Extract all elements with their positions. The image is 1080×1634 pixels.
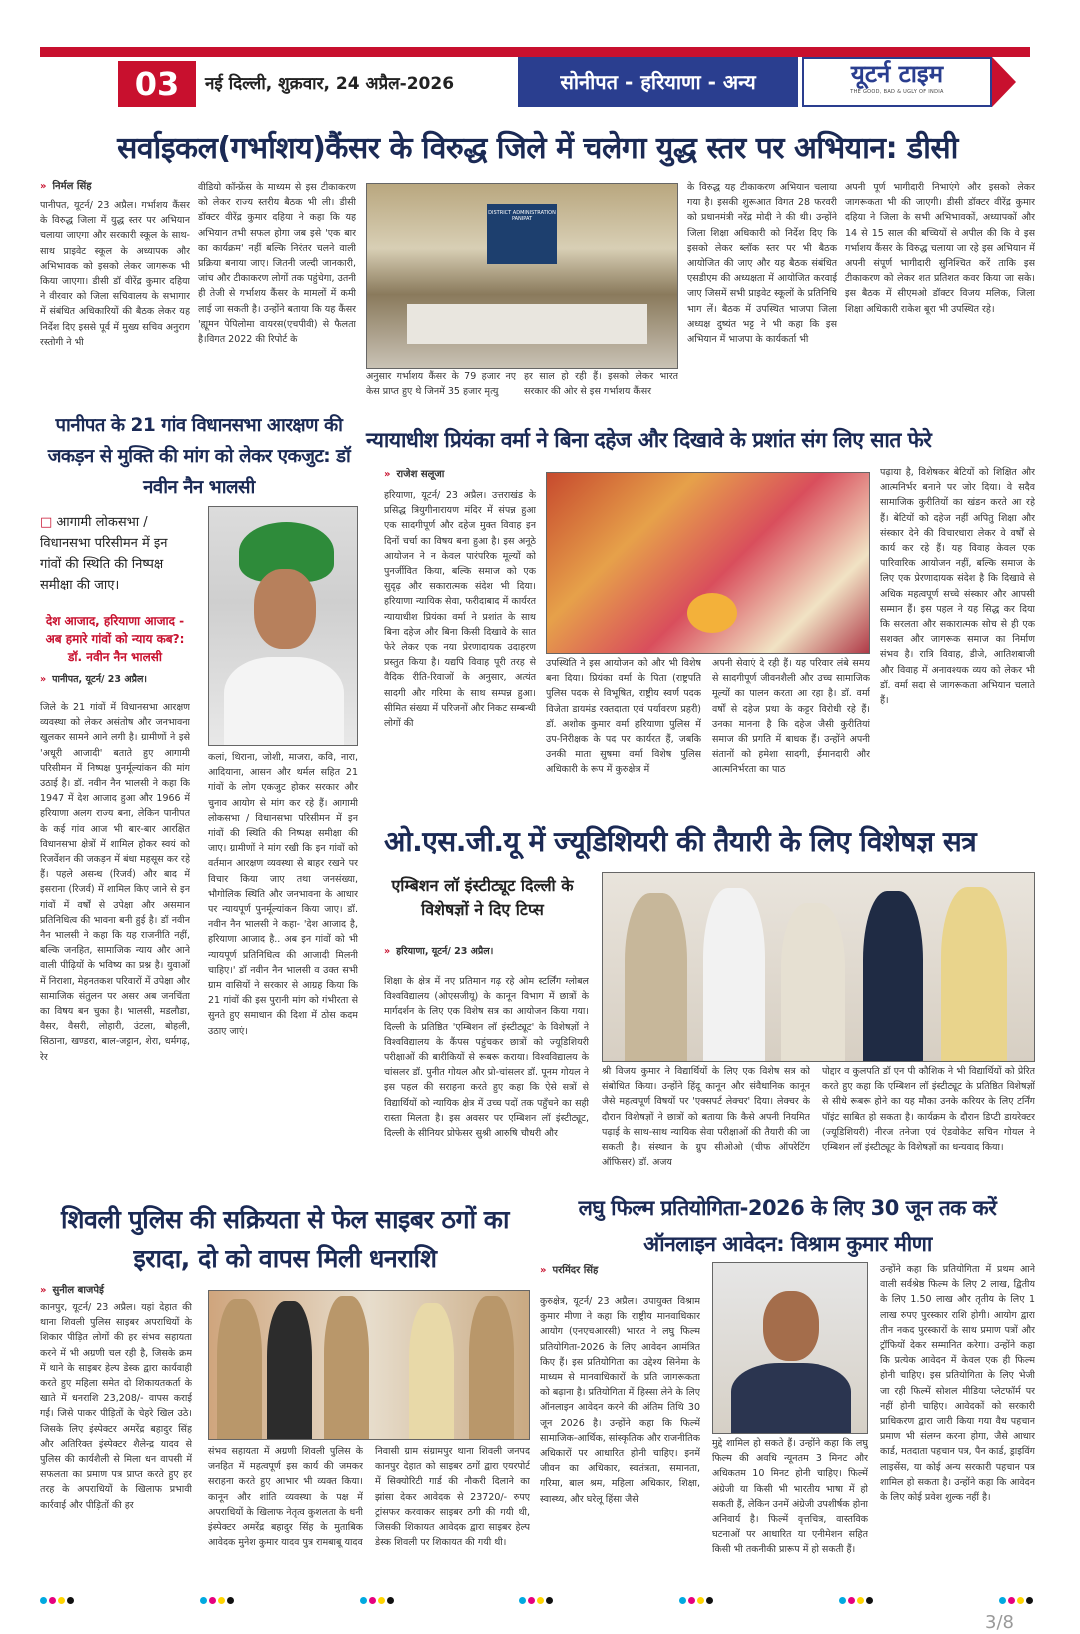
story5-byline: » सुनील बाजपेई [40,1285,104,1296]
officer-left [217,1299,262,1440]
kicker-square-icon: □ [40,515,57,530]
officer-right [469,1296,514,1440]
person-1 [625,893,687,1062]
story3-wedding-photo [546,472,870,654]
story3-col3: अपनी सेवाएं दे रही हैं। यह परिवार लंबे समय से सादगीपूर्ण जीवनशैली और उच्च सामाजिक मूल्यों का पालन करता आ रहा है। डॉ. वर्मा वर्षों से दहेज प्रथा के कट्टर विरोधी रहे हैं। उनका मानना है कि दहेज जैसी कुरीतियां समाज की प्रगति में बाधक हैं। उन्होंने अपनी संतानों को हमेशा सादगी, ईमानदारी और आत्मनिर्भरता का पाठ [712,658,870,776]
story6-col2: मुद्दे शामिल हो सकते हैं। उन्होंने कहा कि लघु फिल्म की अवधि न्यूनतम 3 मिनट और अधिकतम 10 मिनट होनी चाहिए। फिल्में अंग्रेजी या किसी भी भारतीय भाषा में हो सकती हैं, लेकिन उनमें अंग्रेजी उपशीर्षक होना अनिवार्य है। फिल्में वृत्तचित्र, वास्तविक घटनाओं पर आधारित या एनीमेशन सहित किसी भी तकनीकी प्रारूप में हो सकती हैं। [712,1438,868,1556]
color-mark-group [360,1596,396,1607]
story6-headline: लघु फिल्म प्रतियोगिता-2026 के लिए 30 जून तक करें ऑनलाइन आवेदन: विश्राम कुमार मीणा [578,1196,997,1256]
story5-col2: संभव सहायता में अग्रणी शिवली पुलिस के जनहित में महत्वपूर्ण इस कार्य की जमकर सराहना करते हुए आभार भी व्यक्त किया। कानून और शांति व्यवस्था के पक्ष में अपराधियों के खिलाफ नेतृत्व कुशलता के धनी इंस्पेक्टर अमरेंद्र बहादुर सिंह के मुताबिक आवेदक मुनेश कुमार यादव पुत्र रामबाबू यादव [208,1446,363,1549]
story4-col3: पोद्दार व कुलपति डॉ एन पी कौशिक ने भी विद्यार्थियों को प्रेरित करते हुए कहा कि एम्बिशन लॉ इंस्टीट्यूट के प्रतिष्ठित विशेषज्ञों से सीधे रूबरू होने का यह मौका उनके करियर के लिए टर्निंग पॉइंट साबित हो सकता है। कार्यक्रम के दौरान डिप्टी डायरेक्टर (ज्यूडिशियरी) नीरज तनेजा एवं ऐडवोकेट सचिन गोयल ने एम्बिशन लॉ इंस्टीट्यूट के विशेषज्ञों का धन्यवाद किया। [822,1066,1035,1154]
story3-col2: उपस्थिति ने इस आयोजन को और भी विशेष बना दिया। प्रियंका वर्मा के पिता (राष्ट्रपति पुलिस पदक से विभूषित, राष्ट्रीय स्वर्ण पदक विजेता डायमंड रक्तदाता एवं पर्यावरण प्रहरी) डॉ. अशोक कुमार वर्मा हरियाणा पुलिस में उप-निरीक्षक के पद पर कार्यरत हैं, जबकि उनकी माता सुषमा वर्मा विशेष पुलिस अधिकारी के रूप में कुरुक्षेत्र में [546,658,701,776]
story4-subhead: एम्बिशन लॉ इंस्टीट्यूट दिल्ली के विशेषज्ञों ने दिए टिप्स [391,876,574,919]
officer-mid [324,1296,369,1440]
brand-tagline: THE GOOD, BAD & UGLY OF INDIA [850,89,944,95]
portrait-shirt [224,657,344,746]
color-mark-group [200,1596,236,1607]
footer-color-marks [40,1596,1035,1607]
color-mark-group [679,1596,715,1607]
story2-portrait-photo [208,506,358,746]
story6-portrait-photo [712,1262,868,1434]
person-5 [941,887,1007,1062]
story1-col2: वीडियो कॉन्फ्रेंस के माध्यम से इस टीकाकरण को लेकर राज्य स्तरीय बैठक भी ली। डीसी डॉक्टर वीरेंद्र कुमार दहिया ने कहा कि यह अभियान तभी सफल होगा जब इसे 'एक बार का कार्यक्रम' नहीं बल्कि निरंतर चलने वाली प्रक्रिया बनाया जाए। जितनी जल्दी जानकारी, जांच और टीकाकरण लोगों तक पहुंचेगा, उतनी ही तेजी से गर्भाशय कैंसर के मामलों में कमी लाई जा सकती है। उन्होंने बताया कि यह कैंसर 'ह्यूमन पेपिलोमा वायरस(एचपीवी) से फैलता है।विगत 2022 की रिपोर्ट के [198,182,356,346]
story2-kicker: □ आगामी लोकसभा / विधानसभा परिसीमन में इन गांवों की स्थिति की निष्पक्ष समीक्षा की जाए। [40,515,168,593]
story6-col1: कुरुक्षेत्र, यूटर्न/ 23 अप्रैल। उपायुक्त विश्राम कुमार मीणा ने कहा कि राष्ट्रीय मानवाधिकार आयोग (एनएचआरसी) भारत ने लघु फिल्म प्रतियोगिता-2026 के लिए आवेदन आमंत्रित किए हैं। इस प्रतियोगिता का उद्देश्य सिनेमा के माध्यम से मानवाधिकारों के प्रति जागरूकता को बढ़ाना है। प्रतियोगिता में हिस्सा लेने के लिए ऑनलाइन आवेदन करने की अंतिम तिथि 30 जून 2026 है। उन्होंने कहा कि फिल्में सामाजिक-आर्थिक, सांस्कृतिक और राजनीतिक अधिकारों पर आधारित होनी चाहिए। इनमें जीवन का अधिकार, स्वतंत्रता, समानता, गरिमा, बाल श्रम, महिला अधिकार, शिक्षा, स्वास्थ्य, और घरेलू हिंसा जैसे [540,1296,700,1505]
story2-col1: जिले के 21 गांवों में विधानसभा आरक्षण व्यवस्था को लेकर असंतोष और जनभावना खुलकर सामने आने लगी है। ग्रामीणों ने इसे 'अधूरी आजादी' बताते हुए आगामी परिसीमन में निष्पक्ष पुनर्मूल्यांकन की मांग उठाई है। डॉ. नवीन नैन भालसी ने कहा कि 1947 में देश आजाद हुआ और 1966 में हरियाणा अलग राज्य बना, लेकिन पानीपत के कई गांव आज भी बार-बार आरक्षित विधानसभा क्षेत्रों में शामिल होकर स्वयं को रिजर्वेशन की जकड़न में बंधा महसूस कर रहे हैं। पहले असन्ध (रिजर्व) और बाद में इसराना (रिजर्व) में शामिल किए जाने से इन गांवों में वर्षों से उपेक्षा और असमान प्रतिनिधित्व की भावना बनी हुई है। डॉ नवीन नैन भालसी ने कहा कि यह राजनीति नहीं, बल्कि जनहित, सामाजिक न्याय और आने वाली पीढ़ियों के भविष्य का प्रश्न है। युवाओं में निराशा, मेहनतकश परिवारों में उपेक्षा और सामाजिक संतुलन पर असर अब जनचिंता का विषय बन चुका है। भालसी, मडलौडा, वैसर, वैसरी, लोहारी, उंटला, बोहली, सिठाना, खण्डरा, बाल-जट्टान, शेरा, धर्मगढ़, रेर [40,702,190,1063]
color-mark-group [519,1596,555,1607]
story6-col3: उन्होंने कहा कि प्रतियोगिता में प्रथम आने वाली सर्वश्रेष्ठ फिल्म के लिए 2 लाख, द्वितीय के लिए 1.50 लाख और तृतीय के लिए 1 लाख रुपए पुरस्कार राशि होगी। आयोग द्वारा तीन नकद पुरस्कारों के साथ प्रमाण पत्रों और ट्रॉफियों देकर सम्मानित करेगा। उन्होंने कहा कि प्रत्येक आवेदन में केवल एक ही फिल्म होनी चाहिए। इस प्रतियोगिता के लिए भेजी जा रही फिल्में सोशल मीडिया प्लेटफॉर्म पर नहीं होनी चाहिए। आवेदकों को सरकारी प्राधिकरण द्वारा जारी किया गया वैध पहचान प्रमाण भी संलग्न करना होगा, जैसे आधार कार्ड, मतदाता पहचान पत्र, पैन कार्ड, ड्राइविंग लाइसेंस, या कोई अन्य सरकारी पहचान पत्र शामिल हो सकता है। उन्होंने कहा कि आवेदन के लिए कोई प्रवेश शुल्क नहीं है। [880,1264,1035,1504]
official-face [763,1291,819,1361]
story2-quote: देश आजाद, हरियाणा आजाद - अब हमारे गांवों को न्याय कब?: डॉ. नवीन नैन भालसी [45,614,185,664]
official-suit [731,1363,851,1434]
citizen-left [267,1301,312,1440]
story2-byline: » पानीपत, यूटर्न/ 23 अप्रैल। [40,674,148,685]
story4-byline: » हरियाणा, यूटर्न/ 23 अप्रैल। [384,946,494,957]
admin-banner: DISTRICT ADMINISTRATION PANIPAT [487,204,557,264]
story5-headline: शिवली पुलिस की सक्रियता से फेल साइबर ठगों का इरादा, दो को वापस मिली धनराशि [61,1205,509,1273]
story3-byline: » राजेश सलूजा [384,469,445,480]
section-banner: सोनीपत - हरियाणा - अन्य [518,57,798,107]
citizen-right [409,1303,454,1440]
story3-col4: पढ़ाया है, विशेषकर बेटियों को शिक्षित और आत्मनिर्भर बनाने पर जोर दिया। वे सदैव सामाजिक कुरीतियों का खंडन करते आ रहे हैं। बेटियों को दहेज नहीं अपितु शिक्षा और संस्कार देने की विचारधारा लेकर वे वर्षों से कार्य कर रहे हैं। यह विवाह केवल एक पारिवारिक आयोजन नहीं, बल्कि समाज के लिए एक प्रेरणादायक संदेश है कि दिखावे से अधिक महत्वपूर्ण सच्चे संस्कार और आपसी सम्मान हैं। इस पहल ने यह सिद्ध कर दिया कि सरलता और सकारात्मक सोच से ही एक सशक्त और जागरूक समाज का निर्माण संभव है। रात्रि विवाह, डीजे, आतिशबाजी और विवाह में अनावश्यक व्यय को लेकर भी डॉ. वर्मा सदा से जागरूकता अभियान चलाते हैं। [880,467,1035,707]
meeting-table [407,304,647,344]
story5-col3: निवासी ग्राम संग्रामपुर थाना शिवली जनपद कानपुर देहात को साइबर ठगों द्वारा एयरपोर्ट में सिक्योरिटी गार्ड की नौकरी दिलाने का झांसा देकर आवेदक से 23720/- रुपए ट्रांसफर करवाकर साइबर ठगी की गयी थी, जिसकी शिकायत आवेदक द्वारा साइबर हेल्प डेस्क शिवली पर शिकायत की गयी थी। [375,1446,530,1549]
person-4 [863,891,923,1062]
story1-col5: के विरुद्ध यह टीकाकरण अभियान चलाया गया है। इसकी शुरूआत विगत 28 फरवरी को प्रधानमंत्री नरेंद्र मोदी ने की थी। उन्होंने जिला शिक्षा अधिकारी को निर्देश दिए कि इसको लेकर ब्लॉक स्तर पर भी बैठक आयोजित की जाए और यह बैठक संबंधित एसडीएम की अध्यक्षता में आयोजित करवाई जाए जिसमें सभी प्राइवेट स्कूलों के प्रतिनिधि भाग लें। बैठक में उपस्थित भाजपा जिला अध्यक्ष दुष्यंत भट्ट ने भी कहा कि इस अभियान में भाजपा के कार्यकर्ता भी [687,182,837,346]
color-mark-group [999,1596,1035,1607]
story4-col2: श्री विजय कुमार ने विद्यार्थियों के लिए एक विशेष सत्र को संबोधित किया। उन्होंने हिंदू कानून और संवैधानिक कानून जैसे महत्वपूर्ण विषयों पर 'एक्सपर्ट लेक्चर' दिया। लेक्चर के दौरान विशेषज्ञों ने छात्रों को बताया कि कैसे अपनी नियमित पढ़ाई के साथ-साथ न्यायिक सेवा परीक्षाओं की तैयारी की जा सकती है। संस्थान के ग्रुप सीओओ (चीफ ऑपरेटिंग ऑफिसर) डॉ. अजय [602,1066,810,1169]
story4-group-photo [602,872,1035,1062]
page-number-box: 03 [118,61,196,107]
story1-col6: अपनी पूर्ण भागीदारी निभाएंगे और इसको लेकर जागरूकता भी की जाएगी। डीसी डॉक्टर वीरेंद्र कुमार दहिया ने जिला के सभी अभिभावकों, अध्यापकों और 14 से 15 साल की बच्चियों से अपील की कि वे इस गर्भाशय कैंसर के विरुद्ध चलाया जा रहे इस अभियान में अपनी संपूर्ण भागीदारी सुनिश्चित करें ताकि इस टीकाकरण को लेकर शत प्रतिशत कवर किया जा सके। इस बैठक में सीएमओ डॉक्टर विजय मलिक, जिला शिक्षा अधिकारी राकेश बूरा भी उपस्थित रहे। [845,182,1035,315]
story3-headline: न्यायाधीश प्रियंका वर्मा ने बिना दहेज और दिखावे के प्रशांत संग लिए सात फेरे [366,428,932,452]
header-red-stripe [40,49,1030,57]
story4-headline: ओ.एस.जी.यू में ज्यूडिशियरी की तैयारी के लिए विशेषज्ञ सत्र [384,825,977,858]
story5-police-photo [208,1290,530,1440]
story4-col1: शिक्षा के क्षेत्र में नए प्रतिमान गढ़ रहे ओम स्टर्लिंग ग्लोबल विश्वविद्यालय (ओएसजीयू) के कानून विभाग में छात्रों के मार्गदर्शन के लिए एक विशेष सत्र का आयोजन किया गया। दिल्ली के प्रतिष्ठित 'एम्बिशन लॉ इंस्टीट्यूट' के विशेषज्ञों ने विश्वविद्यालय के कैंपस पहुंचकर छात्रों को ज्यूडिशियरी परीक्षाओं की बारीकियों से रूबरू कराया। विश्वविद्यालय के चांसलर डॉ. पुनीत गोयल और प्रो-चांसलर डॉ. पूनम गोयल ने इस पहल की सराहना करते हुए कहा कि ऐसे सत्रों से विद्यार्थियों को न्यायिक क्षेत्र में उच्च पदों तक पहुँचने का सही रास्ता मिलता है। इस अवसर पर एम्बिशन लॉ इंस्टीट्यूट, दिल्ली के सीनियर प्रोफेसर सुश्री आरुषि चौधरी और [384,976,589,1140]
story1-byline: » निर्मल सिंह [40,181,92,192]
person-2 [703,888,765,1062]
story1-col1: पानीपत, यूटर्न/ 23 अप्रैल। गर्भाशय कैंसर के विरुद्ध जिला में युद्ध स्तर पर अभियान चलाया जाएगा और सरकारी स्कूल के साथ-साथ प्राइवेट स्कूल के अध्यापक और अभिभावक को इसको लेकर जागरूक भी किया जाएगा। डीसी डॉ वीरेंद्र कुमार दहिया ने वीरवार को जिला सचिवालय के सभागार में संबंधित अधिकारियों की बैठक लेकर यह निर्देश दिए इससे पूर्व में मुख्य सचिव अनुराग रस्तोगी ने भी [40,200,190,348]
story1-col3: अनुसार गर्भाशय कैंसर के 79 हजार नए केस प्राप्त हुए थे जिनमें 35 हजार मृत्यु [366,371,516,398]
brand-name: यूटर्न टाइम [850,60,944,88]
header-date: नई दिल्ली, शुक्रवार, 24 अप्रैल-2026 [205,74,455,94]
color-mark-group [40,1596,76,1607]
page-indicator: 3/8 [985,1612,1014,1633]
header-bar [40,47,1030,103]
story2-col2: कलां, थिराना, जोशी, माजरा, कवि, नारा, आदियाना, आसन और थर्मल सहित 21 गांवों के लोग एकजुट होकर सरकार और चुनाव आयोग से मांग कर रहे हैं। आगामी लोकसभा / विधानसभा परिसीमन में इन गांवों की स्थिति की निष्पक्ष समीक्षा की जाए। ग्रामीणों ने मांग रखी कि इन गांवों को वर्तमान आरक्षण व्यवस्था से बाहर रखने पर विचार किया जाए तथा जनसंख्या, भौगोलिक स्थिति और जनभावना के आधार पर न्यायपूर्ण पुनर्मूल्यांकन किया जाए। डॉ. नवीन नैन भालसी ने कहा- 'देश आजाद है, हरियाणा आजाद है.. अब इन गांवों को भी न्यायपूर्ण प्रतिनिधित्व की आजादी मिलनी चाहिए।' डॉ नवीन नैन भालसी व उक्त सभी ग्राम वासियों ने सरकार से आग्रह किया कि 21 गांवों की इस पुरानी मांग को गंभीरता से सुनते हुए समाधान की दिशा में ठोस कदम उठाए जाएं। [208,752,358,1037]
story1-meeting-photo [366,183,678,369]
portrait-face [254,569,316,649]
story6-byline: » परमिंदर सिंह [540,1265,599,1276]
brand-logo [802,57,992,107]
person-3 [781,903,845,1062]
story3-col1: हरियाणा, यूटर्न/ 23 अप्रैल। उत्तराखंड के प्रसिद्ध त्रियुगीनारायण मंदिर में संपन्न हुआ एक सादगीपूर्ण और दहेज मुक्त विवाह इन दिनों चर्चा का विषय बना हुआ है। इस अनूठे आयोजन ने न केवल पारंपरिक मूल्यों को पुनर्जीवित किया, बल्कि समाज को एक सुदृढ़ और सकारात्मक संदेश भी दिया। हरियाणा न्यायिक सेवा, फरीदाबाद में कार्यरत न्यायाधीश प्रियंका वर्मा ने प्रशांत के साथ बिना दहेज और बिना किसी दिखावे के सात फेरे लेकर एक नया प्रेरणादायक उदाहरण प्रस्तुत किया है। यद्यपि विवाह पूरी तरह से वैदिक रीति-रिवाजों के अनुसार, अत्यंत सादगी और गरिमा के साथ सम्पन्न हुआ। सीमित संख्या में परिजनों और निकट सम्बन्धी लोगों की [384,490,536,730]
story2-headline: पानीपत के 21 गांव विधानसभा आरक्षण की जकड़न से मुक्ति की मांग को लेकर एकजुट: डॉ नवीन नैन भालसी [47,415,351,498]
story1-col4: हर साल हो रही हैं। इसको लेकर भारत सरकार की ओर से इस गर्भाशय कैंसर [524,371,678,398]
story5-col1: कानपुर, यूटर्न/ 23 अप्रैल। यहां देहात की थाना शिवली पुलिस साइबर अपराधियों के शिकार पीड़ित लोगों की हर संभव सहायता करने में भी अग्रणी चल रही है, जिसके क्रम में थाने के साइबर हेल्प डेस्क द्वारा कार्यवाही करते हुए महिला समेत दो शिकायतकर्ता के खाते में धनराशि 23,208/- वापस कराई गई। जिसे पाकर पीड़ितों के चेहरे खिल उठे। जिसके लिए इंस्पेक्टर अमरेंद्र बहादुर सिंह और अतिरिक्त इंस्पेक्टर शैलेन्द्र यादव से पुलिस की कार्यशैली से मिला धन वापसी में सफलता का प्रमाण पत्र प्राप्त करते हुए हर तरह के अपराधियों के खिलाफ प्रभावी कार्रवाई और पीड़ितों की हर [40,1302,192,1511]
header-arrow [992,57,1016,107]
story1-headline: सर्वाइकल(गर्भाशय)कैंसर के विरुद्ध जिले में चलेगा युद्ध स्तर पर अभियान: डीसी [117,131,958,166]
wedding-fire-altar [687,593,737,633]
color-mark-group [839,1596,875,1607]
